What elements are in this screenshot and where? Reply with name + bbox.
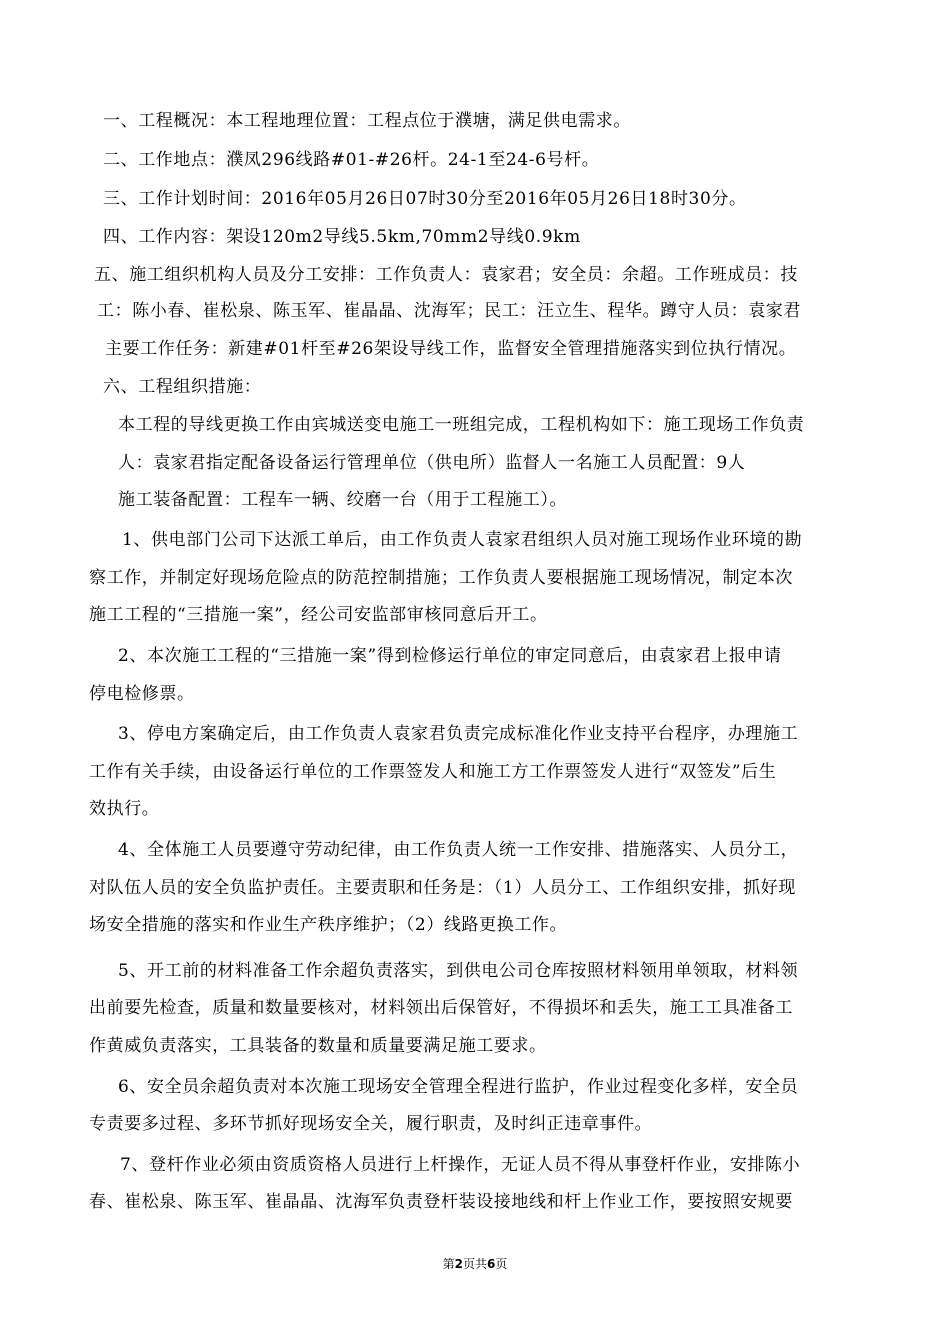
text-line: 对队伍人员的安全负监护责任。主要责职和任务是：（1）人员分工、工作组织安排，抓好现 bbox=[89, 878, 796, 898]
text-line: 主要工作任务：新建#01杆至#26架设导线工作，监督安全管理措施落实到位执行情况。 bbox=[105, 339, 797, 359]
text-line: 作黄威负责落实，工具装备的数量和质量要满足施工要求。 bbox=[89, 1036, 547, 1056]
text-line: 二、工作地点：濮凤296线路#01-#26杆。24-1至24-6号杆。 bbox=[103, 150, 600, 170]
text-line: 五、施工组织机构人员及分工安排：工作负责人：袁家君；安全员：余超。工作班成员：技 bbox=[94, 265, 798, 285]
text-line: 场安全措施的落实和作业生产秩序维护；（2）线路更换工作。 bbox=[89, 915, 568, 935]
text-line: 本工程的导线更换工作由宾城送变电施工一班组完成，工程机构如下：施工现场工作负责 bbox=[118, 415, 805, 435]
total-page-count: 6 bbox=[487, 1257, 496, 1271]
text-line: 1、供电部门公司下达派工单后，由工作负责人袁家君组织人员对施工现场作业环境的勘 bbox=[122, 530, 803, 550]
text-line: 三、工作计划时间：2016年05月26日07时30分至2016年05月26日18时30分。 bbox=[103, 189, 747, 209]
text-line: 出前要先检查，质量和数量要核对，材料领出后保管好，不得损坏和丢失，施工工具准备工 bbox=[89, 998, 793, 1018]
text-line: 施工工程的“三措施一案”，经公司安监部审核同意后开工。 bbox=[89, 605, 548, 625]
text-line: 6、安全员余超负责对本次施工现场安全管理全程进行监护，作业过程变化多样，安全员 bbox=[118, 1077, 799, 1097]
text-line: 2、本次施工工程的“三措施一案”得到检修运行单位的审定同意后，由袁家君上报申请 bbox=[118, 646, 782, 666]
text-line: 效执行。 bbox=[89, 799, 160, 819]
footer-prefix: 第 bbox=[442, 1257, 455, 1271]
text-line: 察工作，并制定好现场危险点的防范控制措施；工作负责人要根据施工现场情况，制定本次 bbox=[89, 568, 793, 588]
text-line: 人：袁家君指定配备设备运行管理单位（供电所）监督人一名施工人员配置：9人 bbox=[118, 453, 746, 473]
page-footer bbox=[0, 1255, 950, 1272]
text-line: 一、工程概况：本工程地理位置：工程点位于濮塘，满足供电需求。 bbox=[103, 111, 631, 131]
text-line: 4、全体施工人员要遵守劳动纪律，由工作负责人统一工作安排、措施落实、人员分工， bbox=[118, 840, 799, 860]
text-line: 工作有关手续，由设备运行单位的工作票签发人和施工方工作票签发人进行“双签发”后生 bbox=[89, 762, 777, 782]
text-line: 7、登杆作业必须由资质资格人员进行上杆操作，无证人员不得从事登杆作业，安排陈小 bbox=[120, 1155, 801, 1175]
current-page-number: 2 bbox=[454, 1257, 463, 1271]
text-line: 专责要多过程、多环节抓好现场安全关，履行职责，及时纠正违章事件。 bbox=[89, 1114, 653, 1134]
text-line: 3、停电方案确定后，由工作负责人袁家君负责完成标准化作业支持平台程序，办理施工 bbox=[118, 724, 799, 744]
text-line: 工：陈小春、崔松泉、陈玉军、崔晶晶、沈海军；民工：汪立生、程华。蹲守人员：袁家君 bbox=[97, 301, 801, 321]
footer-middle: 页共 bbox=[462, 1257, 487, 1271]
text-line: 5、开工前的材料准备工作余超负责落实，到供电公司仓库按照材料领用单领取，材料领 bbox=[118, 961, 799, 981]
text-line: 春、崔松泉、陈玉军、崔晶晶、沈海军负责登杆装设接地线和杆上作业工作，要按照安规要 bbox=[89, 1192, 793, 1212]
text-line: 六、工程组织措施： bbox=[103, 377, 262, 397]
text-line: 施工装备配置：工程车一辆、绞磨一台（用于工程施工）。 bbox=[118, 490, 568, 510]
text-line: 四、工作内容：架设120m2导线5.5km,70mm2导线0.9km bbox=[103, 227, 581, 247]
text-line: 停电检修票。 bbox=[89, 684, 195, 704]
footer-suffix: 页 bbox=[495, 1257, 508, 1271]
